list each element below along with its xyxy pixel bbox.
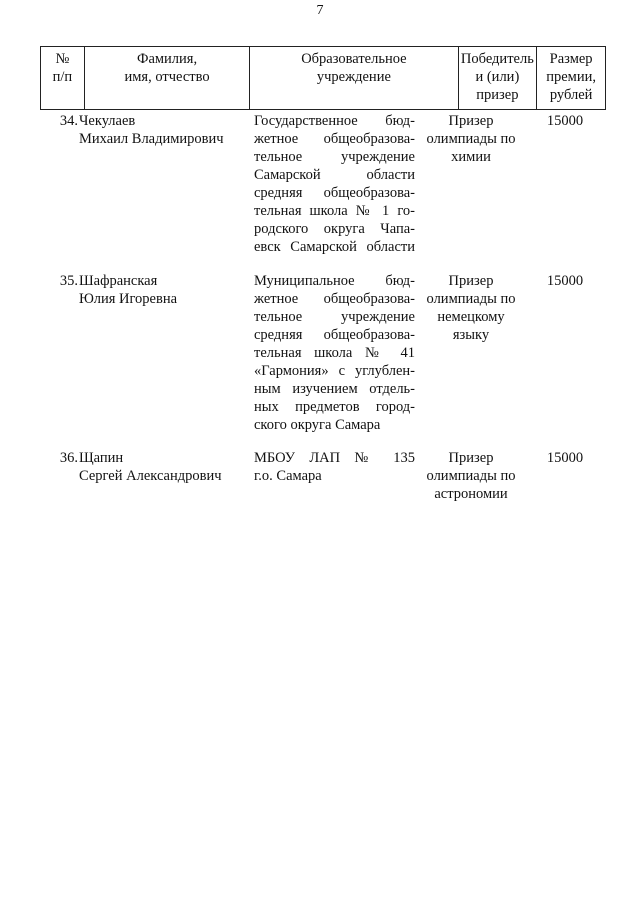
header-number — [41, 47, 84, 109]
surname: Щапин — [79, 450, 124, 466]
header-name — [84, 47, 249, 109]
row-number: 35. — [59, 273, 78, 289]
row-status — [419, 449, 523, 503]
institution-line: МБОУ ЛАП № 135 — [254, 450, 415, 466]
row-status — [419, 272, 523, 344]
status-line: химии — [451, 149, 491, 165]
header-status-line: Победитель — [460, 51, 534, 67]
status-line: олимпиады по — [426, 468, 516, 484]
header-number-line: п/п — [52, 69, 73, 85]
institution-line: Муниципальное бюд- — [254, 273, 415, 289]
institution-line: Государственное бюд- — [254, 113, 415, 129]
row-prize: 15000 — [546, 273, 584, 289]
institution-line: тельная школа № 1 го- — [254, 203, 415, 219]
institution-line: г.о. Самара — [254, 468, 322, 484]
institution-line: ным изучением отдель- — [254, 381, 415, 397]
status-line: Призер — [448, 113, 494, 129]
header-number-line: № — [55, 51, 70, 67]
surname: Шафранская — [79, 273, 158, 289]
header-prize-line: Размер — [549, 51, 593, 67]
winners-table — [40, 46, 606, 502]
institution-line: ского округа Самара — [254, 417, 381, 433]
row-institution — [254, 449, 415, 485]
given-names: Юлия Игоревна — [79, 291, 178, 307]
institution-line: тельное учреждение — [254, 309, 415, 325]
row-prize: 15000 — [546, 450, 584, 466]
header-institution — [249, 47, 457, 109]
row-number: 36. — [59, 450, 78, 466]
surname: Чекулаев — [79, 113, 136, 129]
table-header-row — [40, 46, 606, 110]
header-name-line: Фамилия, — [136, 51, 198, 67]
header-name-line: имя, отчество — [124, 69, 210, 85]
row-number: 34. — [59, 113, 78, 129]
institution-line: родского округа Чапа- — [254, 221, 415, 237]
row-prize: 15000 — [546, 113, 584, 129]
institution-line: тельное учреждение — [254, 149, 415, 165]
header-prize-line: премии, — [546, 69, 596, 85]
institution-line: Самарской области — [254, 167, 415, 183]
header-status — [458, 47, 537, 109]
institution-line: средняя общеобразова- — [254, 185, 415, 201]
institution-line: жетное общеобразова- — [254, 291, 415, 307]
header-institution-line: учреждение — [316, 69, 391, 85]
header-status-line: и (или) призер — [475, 69, 520, 103]
institution-line: евск Самарской области — [254, 239, 415, 255]
row-name — [79, 112, 249, 148]
row-name — [79, 272, 249, 308]
status-line: языку — [452, 327, 490, 343]
status-line: олимпиады по — [426, 131, 516, 147]
status-line: немецкому — [437, 309, 505, 325]
given-names: Сергей Александрович — [79, 468, 222, 484]
status-line: Призер — [448, 273, 494, 289]
page-number: 7 — [316, 3, 324, 18]
institution-line: средняя общеобразова- — [254, 327, 415, 343]
status-line: Призер — [448, 450, 494, 466]
row-status — [419, 112, 523, 166]
row-name — [79, 449, 249, 485]
status-line: олимпиады по — [426, 291, 516, 307]
institution-line: тельная школа № 41 — [254, 345, 415, 361]
row-institution — [254, 112, 415, 256]
header-institution-line: Образовательное — [301, 51, 407, 67]
institution-line: «Гармония» с углублен- — [254, 363, 415, 379]
header-prize-line: рублей — [549, 87, 593, 103]
given-names: Михаил Владимирович — [79, 131, 224, 147]
header-prize — [536, 47, 605, 109]
status-line: астрономии — [434, 486, 508, 502]
row-institution — [254, 272, 415, 434]
institution-line: жетное общеобразова- — [254, 131, 415, 147]
institution-line: ных предметов город- — [254, 399, 415, 415]
